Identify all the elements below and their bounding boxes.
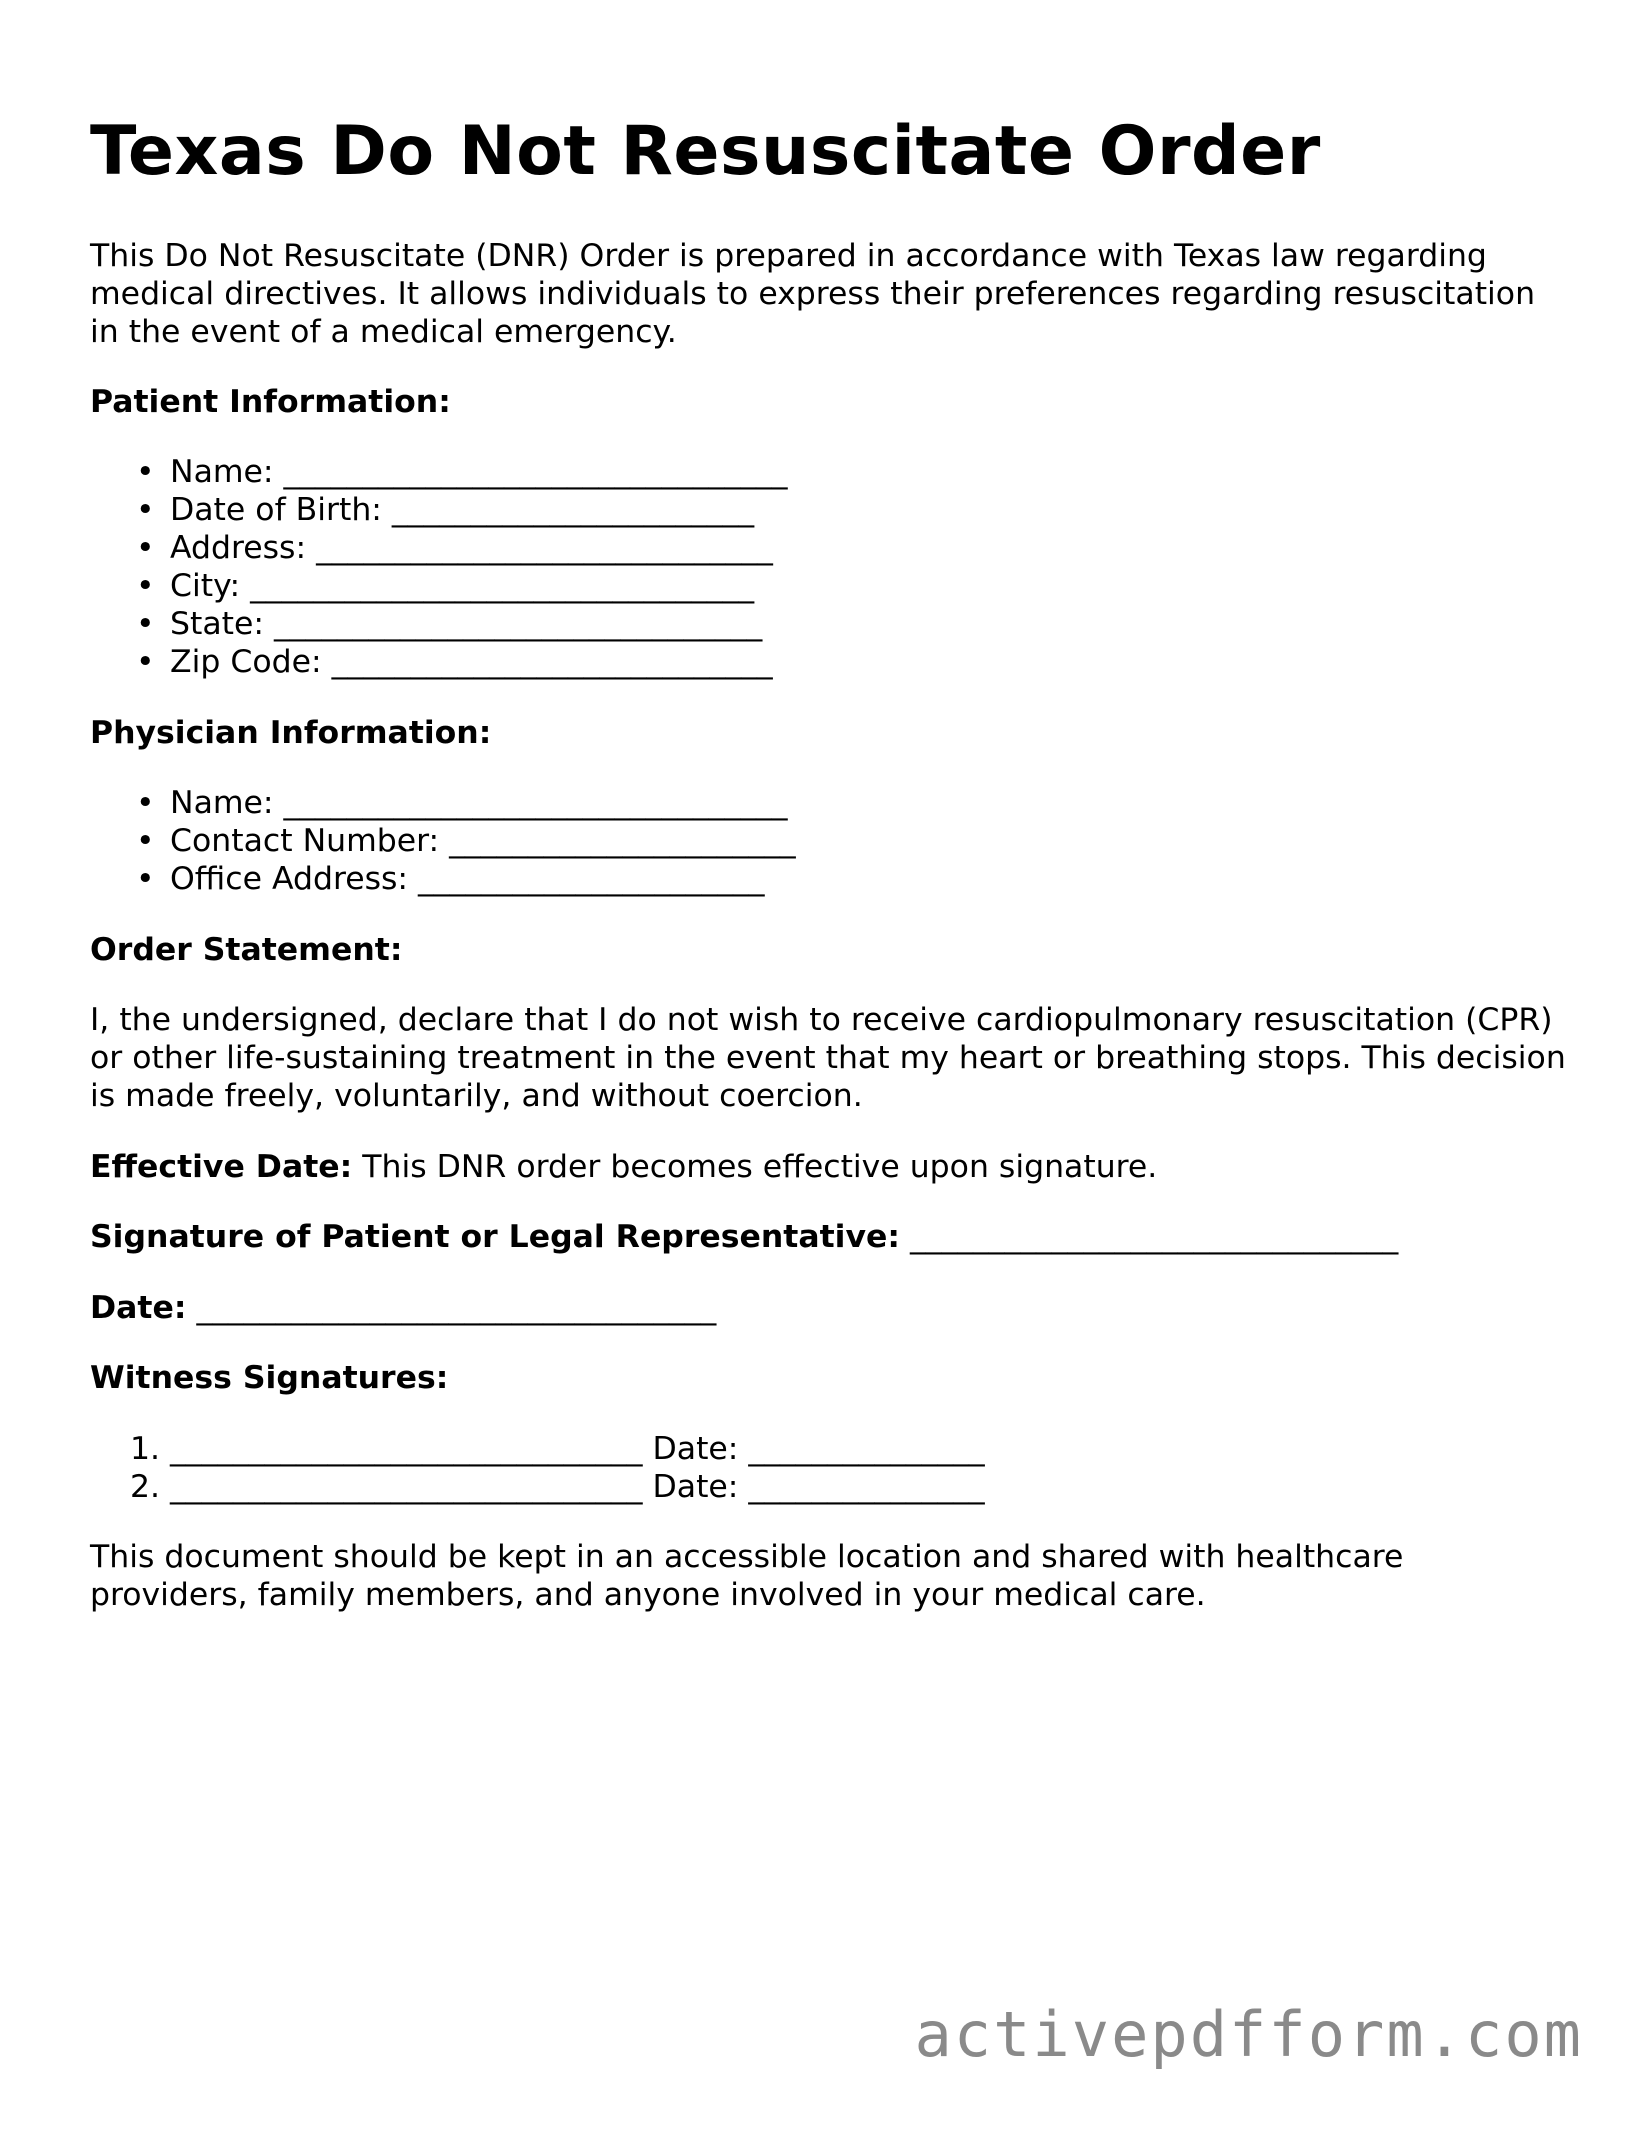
document-title: Texas Do Not Resuscitate Order	[90, 112, 1321, 191]
patient-address-field: • Address: _____________________________	[90, 529, 788, 567]
witness-item	[90, 1468, 985, 1506]
witness-line: ______________________________ Date: _______________	[170, 1469, 985, 1505]
footer-note: This document should be kept in an accessible location and shared with healthcare providers, family members, and anyone involved in your medical care.	[90, 1539, 1404, 1613]
effective-date-label: Effective Date:	[90, 1149, 353, 1185]
witness-line: ______________________________ Date: _______________	[170, 1431, 985, 1467]
patient-state-field: • State: _______________________________	[90, 605, 788, 643]
patient-zip-field: • Zip Code: ____________________________	[90, 643, 788, 681]
physician-name-field: • Name: ________________________________	[90, 784, 796, 822]
signature-label: Signature of Patient or Legal Representative:	[90, 1219, 900, 1255]
effective-date-text: This DNR order becomes effective upon signature.	[352, 1149, 1158, 1185]
order-statement: I, the undersigned, declare that I do not wish to receive cardiopulmonary resuscitation (CPR) or other life-sustaining treatment in the event that my heart or breathing stops. This decision is made freely, voluntarily, and without coercion.	[90, 1002, 1566, 1114]
witness-list	[90, 1430, 985, 1506]
signature-blank: _______________________________	[899, 1219, 1399, 1255]
physician-fields	[90, 784, 796, 898]
date-line	[90, 1289, 716, 1327]
physician-office-field: • Office Address: ______________________	[90, 860, 796, 898]
patient-heading: Patient Information:	[90, 384, 451, 420]
witness-number: 2.	[130, 1469, 161, 1505]
patient-name-field: • Name: ________________________________	[90, 453, 788, 491]
date-label: Date:	[90, 1290, 187, 1326]
witness-item	[90, 1430, 985, 1468]
effective-date-line	[90, 1148, 1157, 1186]
witness-heading: Witness Signatures:	[90, 1360, 449, 1396]
watermark: activepdfform.com	[914, 1998, 1583, 2071]
intro-paragraph: This Do Not Resuscitate (DNR) Order is prepared in accordance with Texas law regarding medical directives. It allows individuals to express their preferences regarding resuscitation in the event of a medical emergency.	[90, 238, 1536, 350]
date-blank: _________________________________	[186, 1290, 717, 1326]
patient-dob-field: • Date of Birth: _______________________	[90, 491, 788, 529]
physician-contact-field: • Contact Number: ______________________	[90, 822, 796, 860]
witness-number: 1.	[130, 1431, 161, 1467]
physician-heading: Physician Information:	[90, 715, 492, 751]
signature-line	[90, 1218, 1398, 1256]
patient-fields	[90, 453, 788, 681]
order-heading: Order Statement:	[90, 932, 403, 968]
patient-city-field: • City: ________________________________	[90, 567, 788, 605]
